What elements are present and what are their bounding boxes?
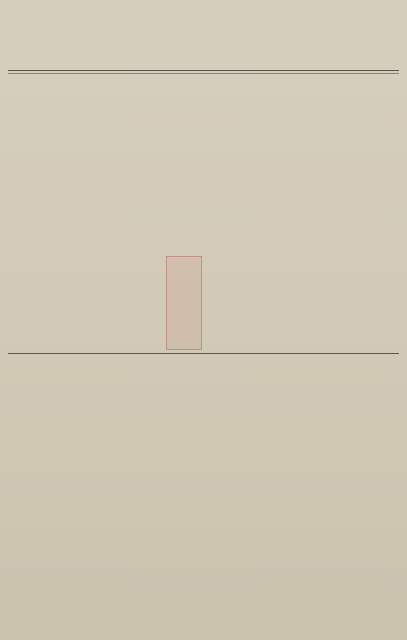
top-rule: [8, 70, 399, 71]
library-stamp: [166, 256, 202, 350]
middle-rule: [8, 353, 399, 354]
